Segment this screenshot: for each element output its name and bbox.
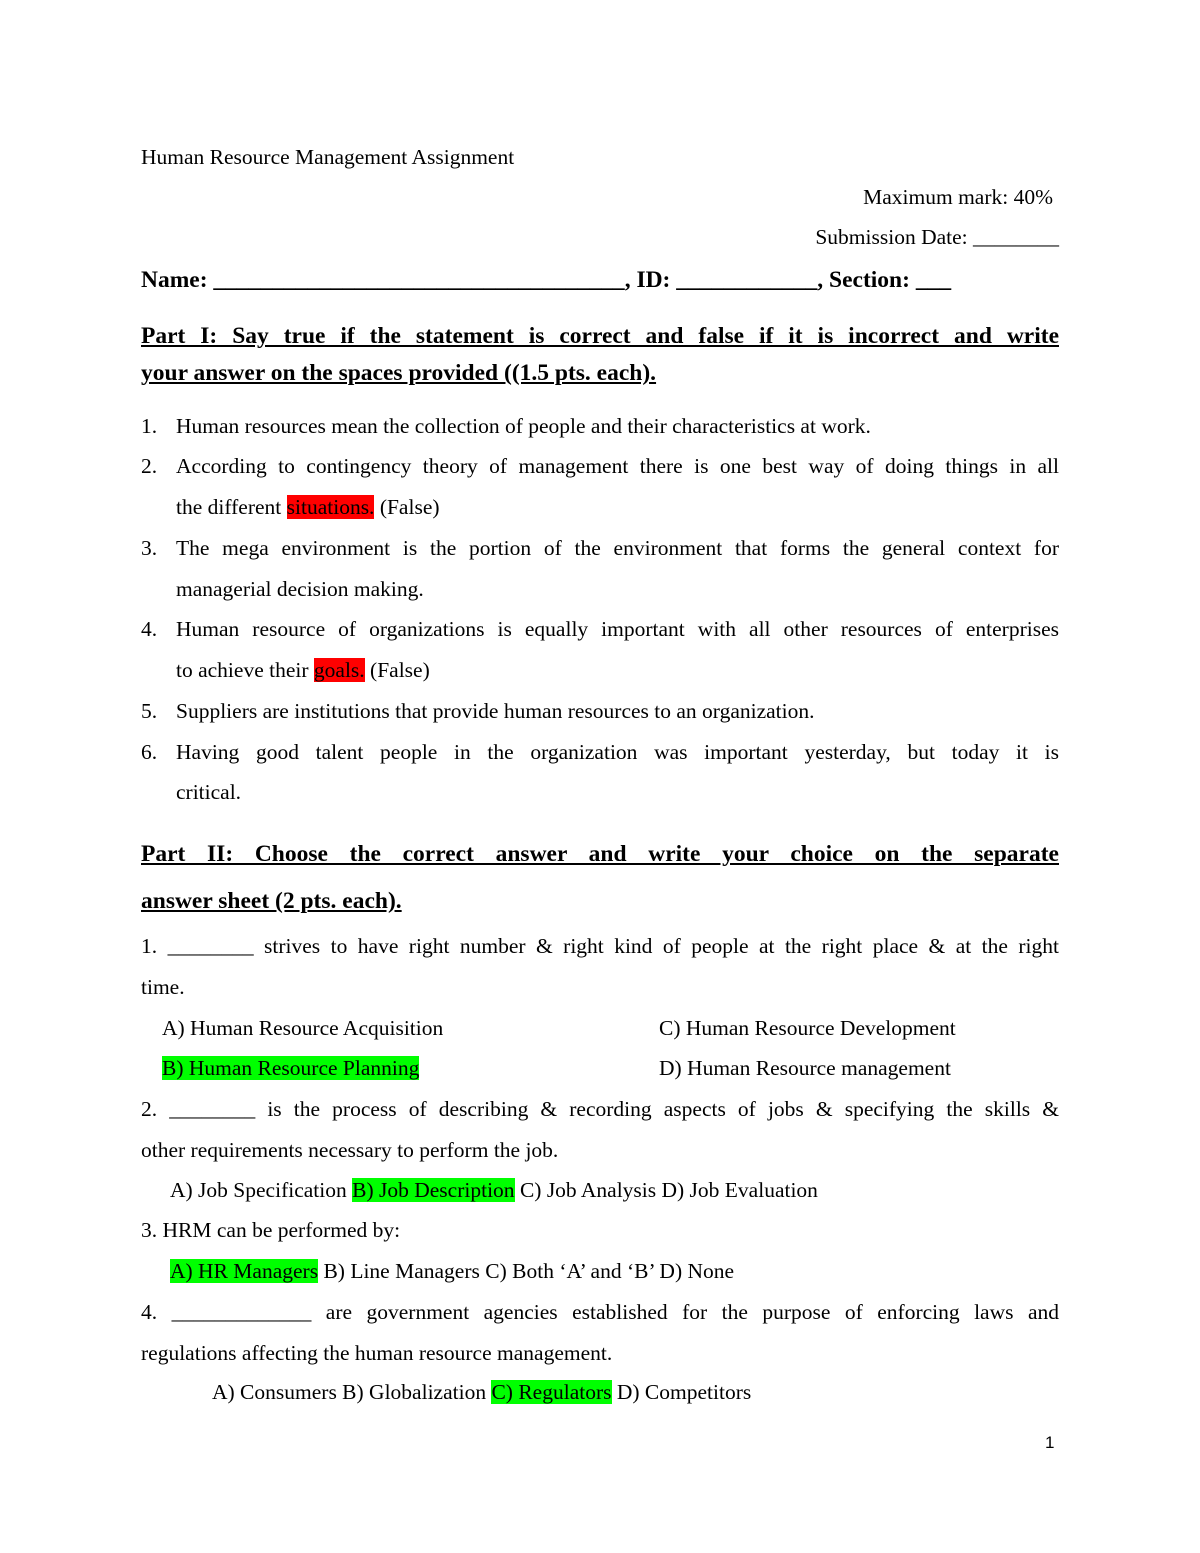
question-3-options [170, 1256, 734, 1286]
text-fragment: the different [176, 495, 287, 519]
option-text: A) Job Specification [170, 1178, 353, 1202]
question-1-option-a: A) Human Resource Acquisition [162, 1016, 444, 1040]
part1-heading-line1: Part I: Say true if the statement is correct and false if it is incorrect and write [141, 323, 1059, 349]
question-1-option-d: D) Human Resource management [659, 1056, 951, 1080]
highlighted-word: situations. [286, 495, 375, 519]
option-text: C) Job Analysis D) Job Evaluation [514, 1178, 818, 1202]
part1-item-text: Human resources mean the collection of people and their characteristics at work. [176, 414, 871, 438]
question-1-text-cont: time. [141, 975, 185, 999]
part1-item-number: 3. [141, 536, 158, 560]
part1-item-text-cont [176, 655, 1059, 685]
part1-item-number: 1. [141, 414, 158, 438]
part1-item-number: 6. [141, 740, 158, 764]
part1-item-text-cont: managerial decision making. [176, 577, 424, 601]
option-text: D) Competitors [611, 1380, 752, 1404]
maximum-mark: Maximum mark: 40% [863, 185, 1053, 209]
correct-answer-highlight: A) HR Managers [170, 1259, 319, 1283]
answer-marker: (False) [374, 495, 440, 519]
part1-item-text-cont: critical. [176, 780, 242, 804]
correct-answer-highlight: C) Regulators [491, 1380, 612, 1404]
question-3-text: 3. HRM can be performed by: [141, 1218, 401, 1242]
part1-item-text: The mega environment is the portion of the environment that forms the general context for [176, 536, 1059, 560]
correct-answer-highlight: B) Job Description [352, 1178, 515, 1202]
part1-item-text: Human resource of organizations is equally important with all other resources of enterprises [176, 617, 1059, 641]
question-1-text: 1. ________ strives to have right number & right kind of people at the right place & at the right [141, 934, 1059, 958]
correct-answer-highlight: B) Human Resource Planning [162, 1056, 420, 1080]
part1-item-number: 4. [141, 617, 158, 641]
part1-item-text: According to contingency theory of management there is one best way of doing things in all [176, 454, 1059, 478]
question-1-option-b [162, 1053, 419, 1083]
id-field-label: , ID: ____________ [624, 267, 818, 293]
page-number: 1 [1045, 1433, 1055, 1452]
answer-marker: (False) [364, 658, 430, 682]
part1-item-text-cont [176, 492, 1059, 522]
part2-heading-line2: answer sheet (2 pts. each). [141, 888, 402, 914]
section-field-label: , Section: ___ [817, 267, 952, 293]
question-1-option-c: C) Human Resource Development [659, 1016, 956, 1040]
student-info-line [141, 265, 1059, 295]
option-text: A) Consumers B) Globalization [212, 1380, 492, 1404]
name-field-label: Name: ___________________________________ [141, 267, 625, 293]
highlighted-word: goals. [313, 658, 365, 682]
part1-item-text: Having good talent people in the organization was important yesterday, but today it is [176, 740, 1059, 764]
submission-date: Submission Date: ________ [815, 225, 1059, 249]
question-4-options [212, 1377, 751, 1407]
part1-heading-line2: your answer on the spaces provided ((1.5 pts. each). [141, 360, 657, 386]
text-fragment: to achieve their [176, 658, 314, 682]
assignment-title: Human Resource Management Assignment [141, 145, 515, 169]
part1-item-number: 2. [141, 454, 158, 478]
question-2-text-cont: other requirements necessary to perform the job. [141, 1138, 559, 1162]
question-4-text-cont: regulations affecting the human resource management. [141, 1341, 613, 1365]
part1-item-number: 5. [141, 699, 158, 723]
part1-item-text: Suppliers are institutions that provide human resources to an organization. [176, 699, 815, 723]
question-4-text: 4. _____________ are government agencies established for the purpose of enforcing laws and [141, 1300, 1059, 1324]
part2-heading-line1: Part II: Choose the correct answer and write your choice on the separate [141, 841, 1059, 867]
question-2-text: 2. ________ is the process of describing & recording aspects of jobs & specifying the skills & [141, 1097, 1059, 1121]
option-text: B) Line Managers C) Both ‘A’ and ‘B’ D) None [318, 1259, 735, 1283]
question-2-options [170, 1175, 818, 1205]
